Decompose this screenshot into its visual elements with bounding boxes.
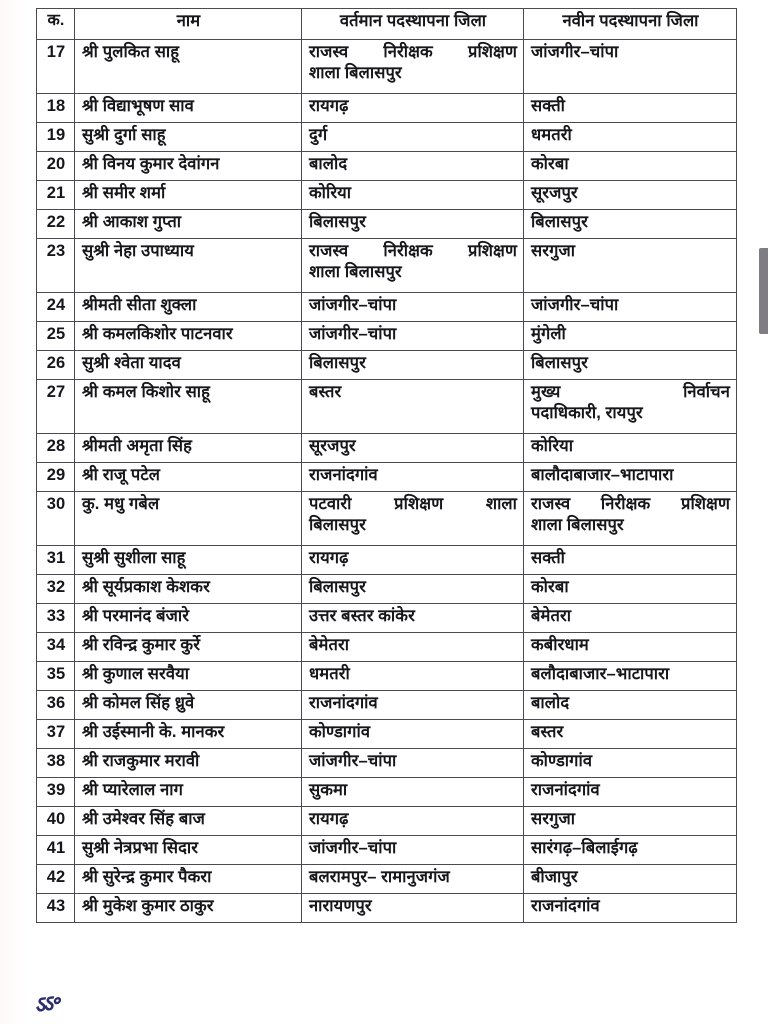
cell-serial: 18 xyxy=(37,94,75,123)
table-row xyxy=(37,865,737,894)
cell-current-district-line1: राजस्व निरीक्षक प्रशिक्षण xyxy=(309,242,517,260)
cell-serial: 37 xyxy=(37,720,75,749)
cell-serial: 33 xyxy=(37,604,75,633)
cell-new-district: कोरबा xyxy=(524,152,737,181)
cell-name: श्री उईस्मानी के. मानकर xyxy=(75,720,302,749)
cell-name: सुश्री नेत्रप्रभा सिदार xyxy=(75,836,302,865)
table-row xyxy=(37,463,737,492)
cell-name: कु. मधु गबेल xyxy=(75,492,302,546)
cell-current-district: रायगढ़ xyxy=(302,94,524,123)
cell-new-district: जांजगीर–चांपा xyxy=(524,293,737,322)
cell-new-district xyxy=(524,492,737,546)
table-row xyxy=(37,691,737,720)
cell-name: श्री विनय कुमार देवांगन xyxy=(75,152,302,181)
cell-new-district: जांजगीर–चांपा xyxy=(524,40,737,94)
cell-name: श्री परमानंद बंजारे xyxy=(75,604,302,633)
cell-serial: 28 xyxy=(37,434,75,463)
cell-name: श्री राजकुमार मरावी xyxy=(75,749,302,778)
table-row xyxy=(37,322,737,351)
column-header-new-district: नवीन पदस्थापना जिला xyxy=(524,9,737,40)
table-row xyxy=(37,604,737,633)
cell-current-district: राजनांदगांव xyxy=(302,691,524,720)
cell-current-district: बलरामपुर– रामानुजगंज xyxy=(302,865,524,894)
table-row xyxy=(37,152,737,181)
cell-new-district: कबीरधाम xyxy=(524,633,737,662)
cell-name: सुश्री नेहा उपाध्याय xyxy=(75,239,302,293)
cell-name: श्री आकाश गुप्ता xyxy=(75,210,302,239)
cell-current-district: बिलासपुर xyxy=(302,575,524,604)
cell-name: सुश्री श्वेता यादव xyxy=(75,351,302,380)
cell-new-district: कोरिया xyxy=(524,434,737,463)
cell-current-district xyxy=(302,40,524,94)
handwritten-signature: ऽऽ॰ xyxy=(32,989,60,1018)
cell-new-district-line2: शाला बिलासपुर xyxy=(531,516,624,535)
table-row xyxy=(37,662,737,691)
table-row xyxy=(37,720,737,749)
cell-serial: 39 xyxy=(37,778,75,807)
cell-serial: 27 xyxy=(37,380,75,434)
cell-current-district-line1: राजस्व निरीक्षक प्रशिक्षण xyxy=(309,43,517,61)
column-header-name: नाम xyxy=(75,9,302,40)
cell-current-district: सूरजपुर xyxy=(302,434,524,463)
cell-current-district: राजनांदगांव xyxy=(302,463,524,492)
cell-new-district: बेमेतरा xyxy=(524,604,737,633)
column-header-serial: क. xyxy=(37,9,75,40)
cell-serial: 35 xyxy=(37,662,75,691)
cell-serial: 21 xyxy=(37,181,75,210)
cell-name: श्री समीर शर्मा xyxy=(75,181,302,210)
table-row xyxy=(37,293,737,322)
cell-current-district: दुर्ग xyxy=(302,123,524,152)
table-row xyxy=(37,94,737,123)
cell-serial: 41 xyxy=(37,836,75,865)
cell-serial: 19 xyxy=(37,123,75,152)
table-row xyxy=(37,492,737,546)
table-row xyxy=(37,40,737,94)
table-row xyxy=(37,351,737,380)
cell-new-district: धमतरी xyxy=(524,123,737,152)
cell-new-district: मुंगेली xyxy=(524,322,737,351)
table-row xyxy=(37,836,737,865)
cell-new-district: राजनांदगांव xyxy=(524,778,737,807)
cell-current-district: उत्तर बस्तर कांकेर xyxy=(302,604,524,633)
cell-current-district: जांजगीर–चांपा xyxy=(302,749,524,778)
cell-new-district-line1: मुख्य निर्वाचन xyxy=(531,383,730,401)
table-row xyxy=(37,380,737,434)
cell-current-district-line2: बिलासपुर xyxy=(309,516,366,535)
cell-current-district xyxy=(302,492,524,546)
cell-current-district: कोण्डागांव xyxy=(302,720,524,749)
cell-name: श्री उमेश्वर सिंह बाज xyxy=(75,807,302,836)
cell-name: सुश्री सुशीला साहू xyxy=(75,546,302,575)
cell-name: श्री कमल किशोर साहू xyxy=(75,380,302,434)
cell-serial: 22 xyxy=(37,210,75,239)
cell-current-district: बिलासपुर xyxy=(302,210,524,239)
cell-name: श्री पुलकित साहू xyxy=(75,40,302,94)
cell-new-district: बालोद xyxy=(524,691,737,720)
table-row xyxy=(37,575,737,604)
transfer-list-table xyxy=(36,8,737,923)
cell-new-district: कोण्डागांव xyxy=(524,749,737,778)
cell-serial: 31 xyxy=(37,546,75,575)
cell-serial: 40 xyxy=(37,807,75,836)
table-row xyxy=(37,894,737,923)
cell-serial: 43 xyxy=(37,894,75,923)
cell-current-district-line2: शाला बिलासपुर xyxy=(309,64,402,83)
table-body xyxy=(37,40,737,923)
cell-new-district: बिलासपुर xyxy=(524,210,737,239)
cell-name: श्री कुणाल सरवैया xyxy=(75,662,302,691)
cell-name: श्री मुकेश कुमार ठाकुर xyxy=(75,894,302,923)
cell-current-district: बालोद xyxy=(302,152,524,181)
cell-name: श्रीमती अमृता सिंह xyxy=(75,434,302,463)
cell-name: श्री सुरेन्द्र कुमार पैकरा xyxy=(75,865,302,894)
cell-current-district: धमतरी xyxy=(302,662,524,691)
cell-serial: 32 xyxy=(37,575,75,604)
cell-serial: 23 xyxy=(37,239,75,293)
cell-name: श्री राजू पटेल xyxy=(75,463,302,492)
cell-new-district: सारंगढ़–बिलाईगढ़ xyxy=(524,836,737,865)
table-row xyxy=(37,210,737,239)
cell-current-district: बस्तर xyxy=(302,380,524,434)
cell-current-district xyxy=(302,239,524,293)
cell-current-district: जांजगीर–चांपा xyxy=(302,322,524,351)
header-row xyxy=(37,9,737,40)
cell-name: सुश्री दुर्गा साहू xyxy=(75,123,302,152)
cell-name: श्री प्यारेलाल नाग xyxy=(75,778,302,807)
cell-new-district: सरगुजा xyxy=(524,239,737,293)
cell-new-district: बालौदाबाजार–भाटापारा xyxy=(524,463,737,492)
cell-current-district: जांजगीर–चांपा xyxy=(302,293,524,322)
table-row xyxy=(37,807,737,836)
cell-serial: 42 xyxy=(37,865,75,894)
table-row xyxy=(37,181,737,210)
table-row xyxy=(37,434,737,463)
cell-new-district: बलौदाबाजार–भाटापारा xyxy=(524,662,737,691)
column-header-current-district: वर्तमान पदस्थापना जिला xyxy=(302,9,524,40)
cell-current-district: जांजगीर–चांपा xyxy=(302,836,524,865)
cell-current-district-line2: शाला बिलासपुर xyxy=(309,263,402,282)
cell-name: श्री कोमल सिंह ध्रुवे xyxy=(75,691,302,720)
table-header xyxy=(37,9,737,40)
cell-serial: 34 xyxy=(37,633,75,662)
cell-current-district: बिलासपुर xyxy=(302,351,524,380)
table-row xyxy=(37,239,737,293)
cell-serial: 26 xyxy=(37,351,75,380)
cell-new-district-line2: पदाधिकारी, रायपुर xyxy=(531,404,643,423)
cell-name: श्रीमती सीता शुक्ला xyxy=(75,293,302,322)
cell-current-district: कोरिया xyxy=(302,181,524,210)
cell-current-district-line1: पटवारी प्रशिक्षण शाला xyxy=(309,495,517,513)
cell-serial: 17 xyxy=(37,40,75,94)
table-row xyxy=(37,633,737,662)
cell-serial: 38 xyxy=(37,749,75,778)
cell-new-district: सक्ती xyxy=(524,94,737,123)
cell-new-district: बीजापुर xyxy=(524,865,737,894)
cell-new-district: बिलासपुर xyxy=(524,351,737,380)
cell-name: श्री सूर्यप्रकाश केशकर xyxy=(75,575,302,604)
cell-current-district: रायगढ़ xyxy=(302,546,524,575)
cell-serial: 25 xyxy=(37,322,75,351)
cell-serial: 30 xyxy=(37,492,75,546)
cell-current-district: बेमेतरा xyxy=(302,633,524,662)
cell-name: श्री विद्याभूषण साव xyxy=(75,94,302,123)
cell-new-district: कोरबा xyxy=(524,575,737,604)
table-row xyxy=(37,123,737,152)
cell-new-district: बस्तर xyxy=(524,720,737,749)
table-row xyxy=(37,546,737,575)
cell-new-district: राजनांदगांव xyxy=(524,894,737,923)
cell-current-district: नारायणपुर xyxy=(302,894,524,923)
cell-current-district: रायगढ़ xyxy=(302,807,524,836)
cell-serial: 20 xyxy=(37,152,75,181)
cell-new-district xyxy=(524,380,737,434)
cell-name: श्री कमलकिशोर पाटनवार xyxy=(75,322,302,351)
cell-current-district: सुकमा xyxy=(302,778,524,807)
cell-new-district: सक्ती xyxy=(524,546,737,575)
cell-serial: 36 xyxy=(37,691,75,720)
table-row xyxy=(37,749,737,778)
table-row xyxy=(37,778,737,807)
cell-new-district: सूरजपुर xyxy=(524,181,737,210)
cell-serial: 29 xyxy=(37,463,75,492)
cell-new-district-line1: राजस्व निरीक्षक प्रशिक्षण xyxy=(531,495,730,513)
cell-name: श्री रविन्द्र कुमार कुर्रे xyxy=(75,633,302,662)
cell-serial: 24 xyxy=(37,293,75,322)
cell-new-district: सरगुजा xyxy=(524,807,737,836)
